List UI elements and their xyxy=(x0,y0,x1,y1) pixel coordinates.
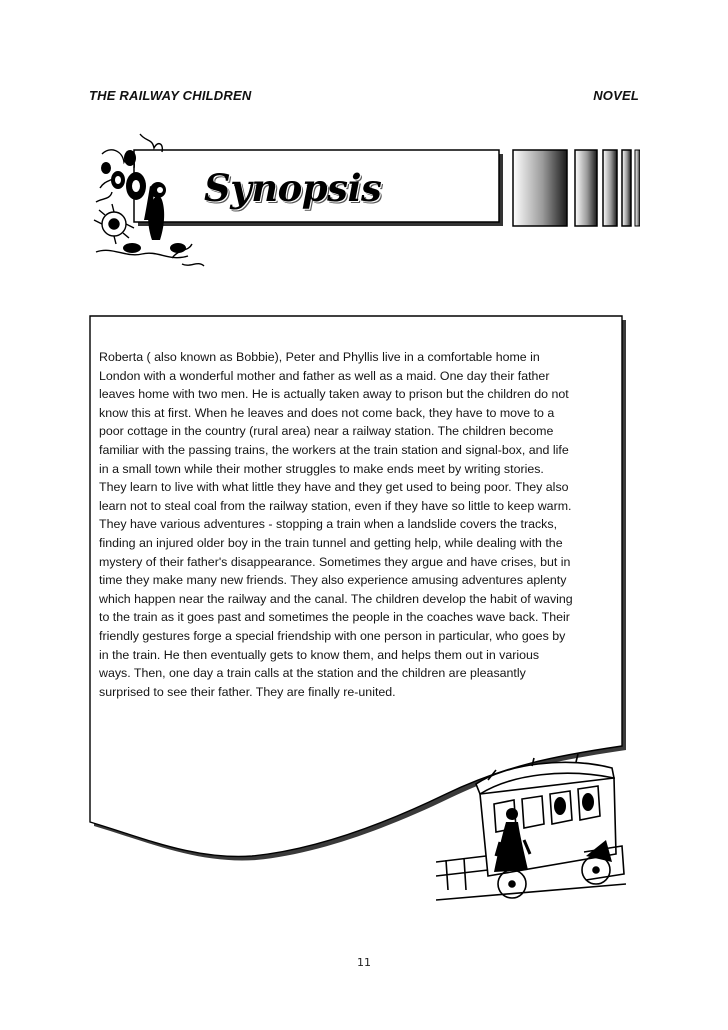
header-right-title: NOVEL xyxy=(593,88,639,103)
floral-girl-icon xyxy=(92,128,212,278)
synopsis-banner xyxy=(92,128,640,278)
train-carriage-icon xyxy=(436,744,626,916)
synopsis-title: Synopsis xyxy=(204,166,382,210)
header-left-title: THE RAILWAY CHILDREN xyxy=(89,88,252,103)
synopsis-paragraph: Roberta ( also known as Bobbie), Peter and Phyllis live in a comfortable home in London with a wonderful mother and father as well as a maid. One day their father leaves home with two men. He is actually taken away to prison but the children do not know this at first. When he leaves and does not come back, they have to move to a poor cottage in the country (rural area) near a railway station. The children become familiar with the passing trains, the workers at the train station and signal-box, and life in a small town while their mother struggles to make ends meet by writing stories. They learn to live with what little they have and they get used to being poor. They also learn not to steal coal from the railway station, even if they have so little to keep warm. They have various adventures - stopping a train when a landslide covers the tracks, finding an injured older boy in the train tunnel and getting help, while dealing with the mystery of their father's disappearance. Sometimes they argue and have crises, but in time they make many new friends. They also experience amusing adventures aplenty which happen near the railway and the canal. The children develop the habit of waving to the train as it goes past and sometimes the people in the coaches wave back. Their friendly gestures forge a special friendship with one person in particular, who goes by in the train. He then eventually gets to know them, and helps them out in various ways. Then, one day a train calls at the station and the children are pleasantly surprised to see their father. They are finally re-united. xyxy=(99,350,573,699)
page-number: 11 xyxy=(357,956,371,969)
